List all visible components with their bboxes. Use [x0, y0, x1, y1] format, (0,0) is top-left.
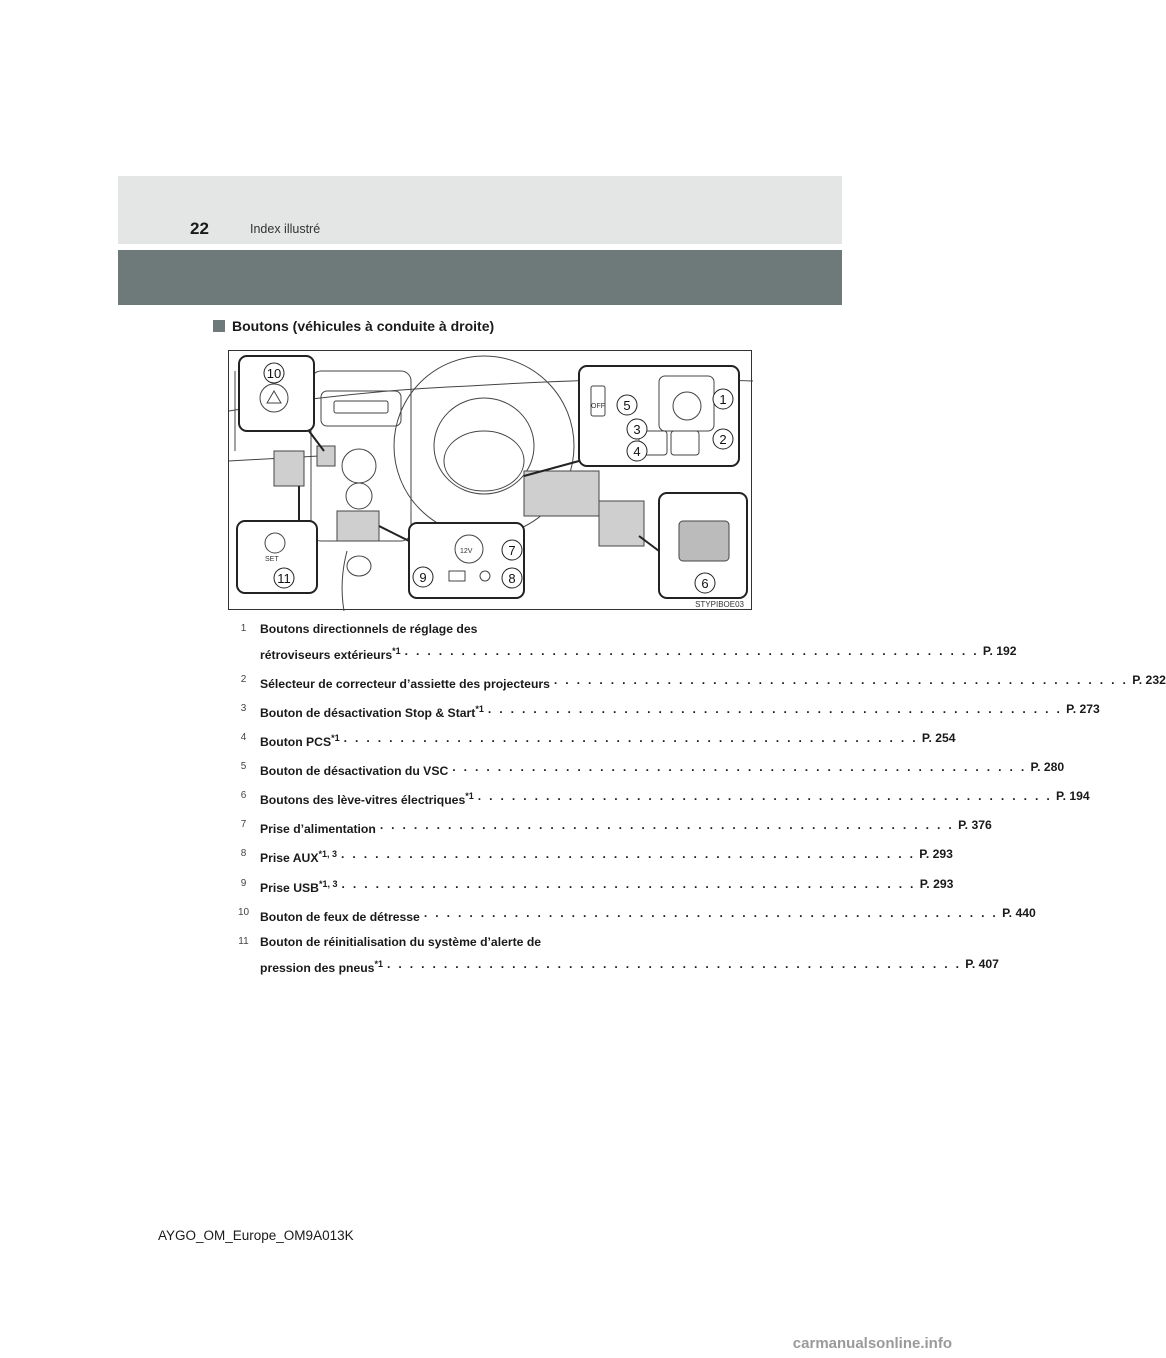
callout-11: 11	[277, 571, 291, 586]
legend-page: P. 194	[1056, 789, 1090, 804]
legend-num: 7	[240, 819, 247, 831]
heading-square-icon	[213, 320, 225, 332]
dashboard-drawing	[229, 351, 753, 611]
callout-9: 9	[419, 570, 427, 585]
legend-num: 11	[238, 935, 249, 947]
legend-label: Sélecteur de correcteur d’assiette des projecteurs	[260, 677, 550, 692]
callout-1: 1	[719, 392, 727, 407]
callout-3: 3	[633, 422, 641, 437]
legend-label-line1: Bouton de réinitialisation du système d’alerte de	[260, 934, 542, 949]
header-band	[118, 176, 842, 244]
legend-sup: *1	[465, 791, 474, 802]
legend-sup: *1, 3	[318, 849, 337, 860]
legend-item	[236, 672, 1166, 693]
legend-label: pression des pneus	[260, 960, 375, 975]
legend-sup: *1	[392, 646, 401, 656]
legend-num: 10	[237, 906, 250, 918]
callout-8: 8	[508, 571, 516, 586]
legend-page: P. 293	[919, 876, 954, 891]
legend-label: Prise AUX	[260, 851, 319, 866]
callout-10: 10	[266, 366, 282, 381]
legend-item	[236, 934, 999, 977]
leader-dots: . . . . . . . . . . . . . . . . . . . . . . . . . . . . . . . . . . . . . . . . . . . . . . . . . . .	[477, 789, 1053, 804]
legend-num: 2	[240, 674, 247, 686]
legend-label: Prise USB	[260, 880, 319, 895]
leader-dots: . . . . . . . . . . . . . . . . . . . . . . . . . . . . . . . . . . . . . . . . . . . . . . . . . . .	[404, 644, 979, 658]
legend-item	[236, 621, 1017, 664]
leader-dots: . . . . . . . . . . . . . . . . . . . . . . . . . . . . . . . . . . . . . . . . . . . . . . . . . . .	[386, 956, 962, 971]
legend-page: P. 293	[919, 847, 953, 862]
leader-dots: . . . . . . . . . . . . . . . . . . . . . . . . . . . . . . . . . . . . . . . . . . . . . . . . . . .	[553, 673, 1129, 688]
legend-item	[236, 817, 992, 838]
callout-4: 4	[633, 444, 641, 459]
legend-page: P. 232	[1132, 673, 1166, 688]
legend-item	[236, 905, 1036, 926]
legend-num: 1	[240, 623, 247, 634]
socket-label: 12V	[460, 548, 473, 555]
leader-dots: . . . . . . . . . . . . . . . . . . . . . . . . . . . . . . . . . . . . . . . . . . . . . . . . . . .	[341, 876, 916, 891]
legend-item	[236, 876, 954, 897]
legend-label: Prise d’alimentation	[260, 822, 376, 837]
footer-doc-id: AYGO_OM_Europe_OM9A013K	[158, 1228, 354, 1243]
legend-label: Bouton de désactivation Stop & Start	[260, 706, 476, 721]
legend-label: Bouton de feux de détresse	[260, 909, 420, 924]
dashboard-illustration	[228, 350, 752, 610]
legend-page: P. 254	[921, 731, 956, 746]
legend-item	[236, 701, 1100, 722]
title-bar	[118, 250, 842, 305]
legend-num: 3	[240, 703, 247, 715]
legend-num: 4	[240, 732, 247, 744]
legend-item	[236, 730, 956, 751]
section-heading	[213, 318, 494, 334]
watermark: carmanualsonline.info	[792, 1335, 952, 1352]
legend-label: Bouton PCS	[260, 735, 332, 750]
legend-page: P. 440	[1002, 905, 1036, 920]
legend-num: 8	[240, 848, 247, 860]
legend-page: P. 192	[982, 644, 1017, 658]
legend-sup: *1	[331, 733, 340, 744]
legend-num: 5	[240, 761, 247, 773]
legend	[236, 621, 1166, 985]
legend-page: P. 407	[965, 956, 999, 971]
leader-dots: . . . . . . . . . . . . . . . . . . . . . . . . . . . . . . . . . . . . . . . . . . . . . . . . . . .	[423, 905, 999, 920]
leader-dots: . . . . . . . . . . . . . . . . . . . . . . . . . . . . . . . . . . . . . . . . . . . . . . . . . . .	[343, 731, 918, 746]
callout-5: 5	[623, 398, 631, 413]
legend-page: P. 280	[1030, 760, 1065, 775]
callout-2: 2	[719, 432, 727, 447]
legend-label: Bouton de désactivation du VSC	[260, 764, 449, 779]
leader-dots: . . . . . . . . . . . . . . . . . . . . . . . . . . . . . . . . . . . . . . . . . . . . . . . . . . .	[452, 760, 1027, 775]
legend-item	[236, 759, 1065, 780]
legend-num: 6	[240, 790, 247, 802]
legend-page: P. 273	[1066, 702, 1100, 717]
callout-6: 6	[701, 576, 709, 591]
page-number: 22	[190, 219, 209, 238]
legend-num: 9	[240, 877, 247, 889]
legend-label: rétroviseurs extérieurs	[260, 648, 393, 663]
legend-item	[236, 846, 953, 867]
off-label: OFF	[591, 403, 605, 410]
section-heading-text: Boutons (véhicules à conduite à droite)	[232, 318, 495, 334]
legend-sup: *1	[475, 704, 484, 715]
legend-page: P. 376	[958, 818, 992, 833]
leader-dots: . . . . . . . . . . . . . . . . . . . . . . . . . . . . . . . . . . . . . . . . . . . . . . . . . . .	[341, 847, 916, 862]
running-title: Index illustré	[250, 222, 321, 236]
legend-label: Boutons des lève-vitres électriques	[260, 793, 466, 808]
legend-sup: *1	[374, 958, 383, 969]
leader-dots: . . . . . . . . . . . . . . . . . . . . . . . . . . . . . . . . . . . . . . . . . . . . . . . . . . .	[379, 818, 955, 833]
set-label: SET	[265, 556, 279, 563]
callout-7: 7	[508, 543, 516, 558]
illustration-code: STYPIBOE03	[695, 600, 744, 609]
legend-label-line1: Boutons directionnels de réglage des	[260, 622, 478, 636]
leader-dots: . . . . . . . . . . . . . . . . . . . . . . . . . . . . . . . . . . . . . . . . . . . . . . . . . . .	[487, 702, 1063, 717]
legend-sup: *1, 3	[318, 878, 338, 889]
legend-item	[236, 788, 1090, 809]
